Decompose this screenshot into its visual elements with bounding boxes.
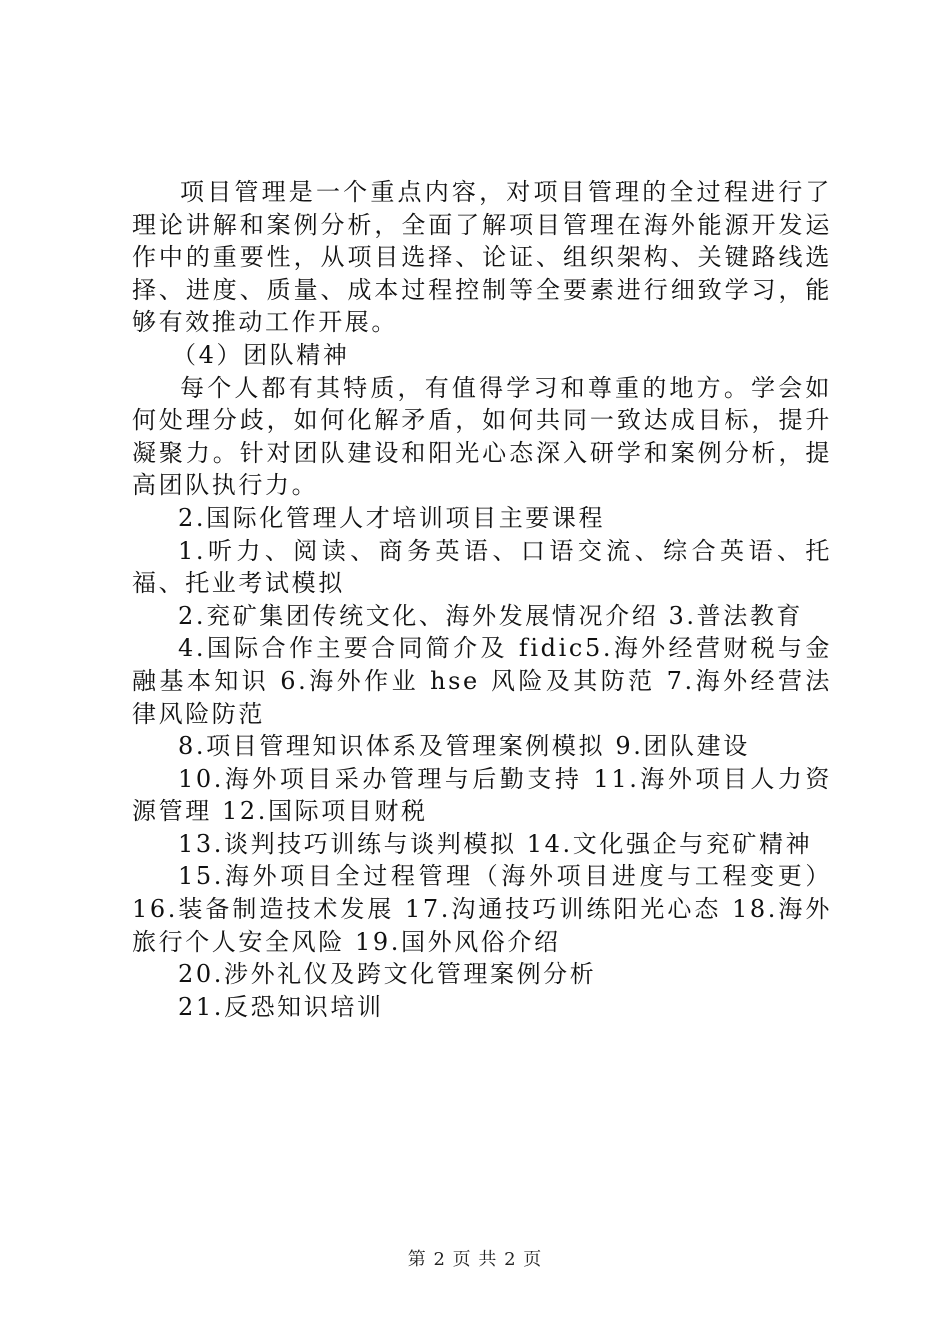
document-body [132,176,832,1023]
course-item-4-7: 4.国际合作主要合同简介及 fidic5.海外经营财税与金融基本知识 6.海外作业 hse 风险及其防范 7.海外经营法律风险防范 [132,634,832,728]
paragraph-project-management: 项目管理是一个重点内容，对项目管理的全过程进行了理论讲解和案例分析，全面了解项目管理在海外能源开发运作中的重要性，从项目选择、论证、组织架构、关键路线选择、进度、质量、成本过程控制等全要素进行细致学习，能够有效推动工作开展。 [132,178,832,337]
course-item-8-9: 8.项目管理知识体系及管理案例模拟 9.团队建设 [178,732,750,761]
course-item-15-19: 15.海外项目全过程管理（海外项目进度与工程变更）16.装备制造技术发展 17.沟通技巧训练阳光心态 18.海外旅行个人安全风险 19.国外风俗介绍 [132,862,832,956]
course-item-2-3: 2.兖矿集团传统文化、海外发展情况介绍 3.普法教育 [178,601,804,630]
course-item-13-14: 13.谈判技巧训练与谈判模拟 14.文化强企与兖矿精神 [178,829,813,858]
course-item-21: 21.反恐知识培训 [178,992,384,1021]
heading-team-spirit: （4）团队精神 [172,340,350,369]
course-item-1: 1.听力、阅读、商务英语、口语交流、综合英语、托福、托业考试模拟 [132,536,832,598]
heading-main-courses: 2.国际化管理人才培训项目主要课程 [178,503,606,532]
paragraph-team-spirit: 每个人都有其特质，有值得学习和尊重的地方。学会如何处理分歧，如何化解矛盾，如何共同一致达成目标，提升凝聚力。针对团队建设和阳光心态深入研学和案例分析，提高团队执行力。 [132,373,832,500]
page-footer: 第 2 页 共 2 页 [407,1249,543,1270]
course-item-20: 20.涉外礼仪及跨文化管理案例分析 [178,960,597,989]
course-item-10-12: 10.海外项目采办管理与后勤支持 11.海外项目人力资源管理 12.国际项目财税 [132,764,832,826]
